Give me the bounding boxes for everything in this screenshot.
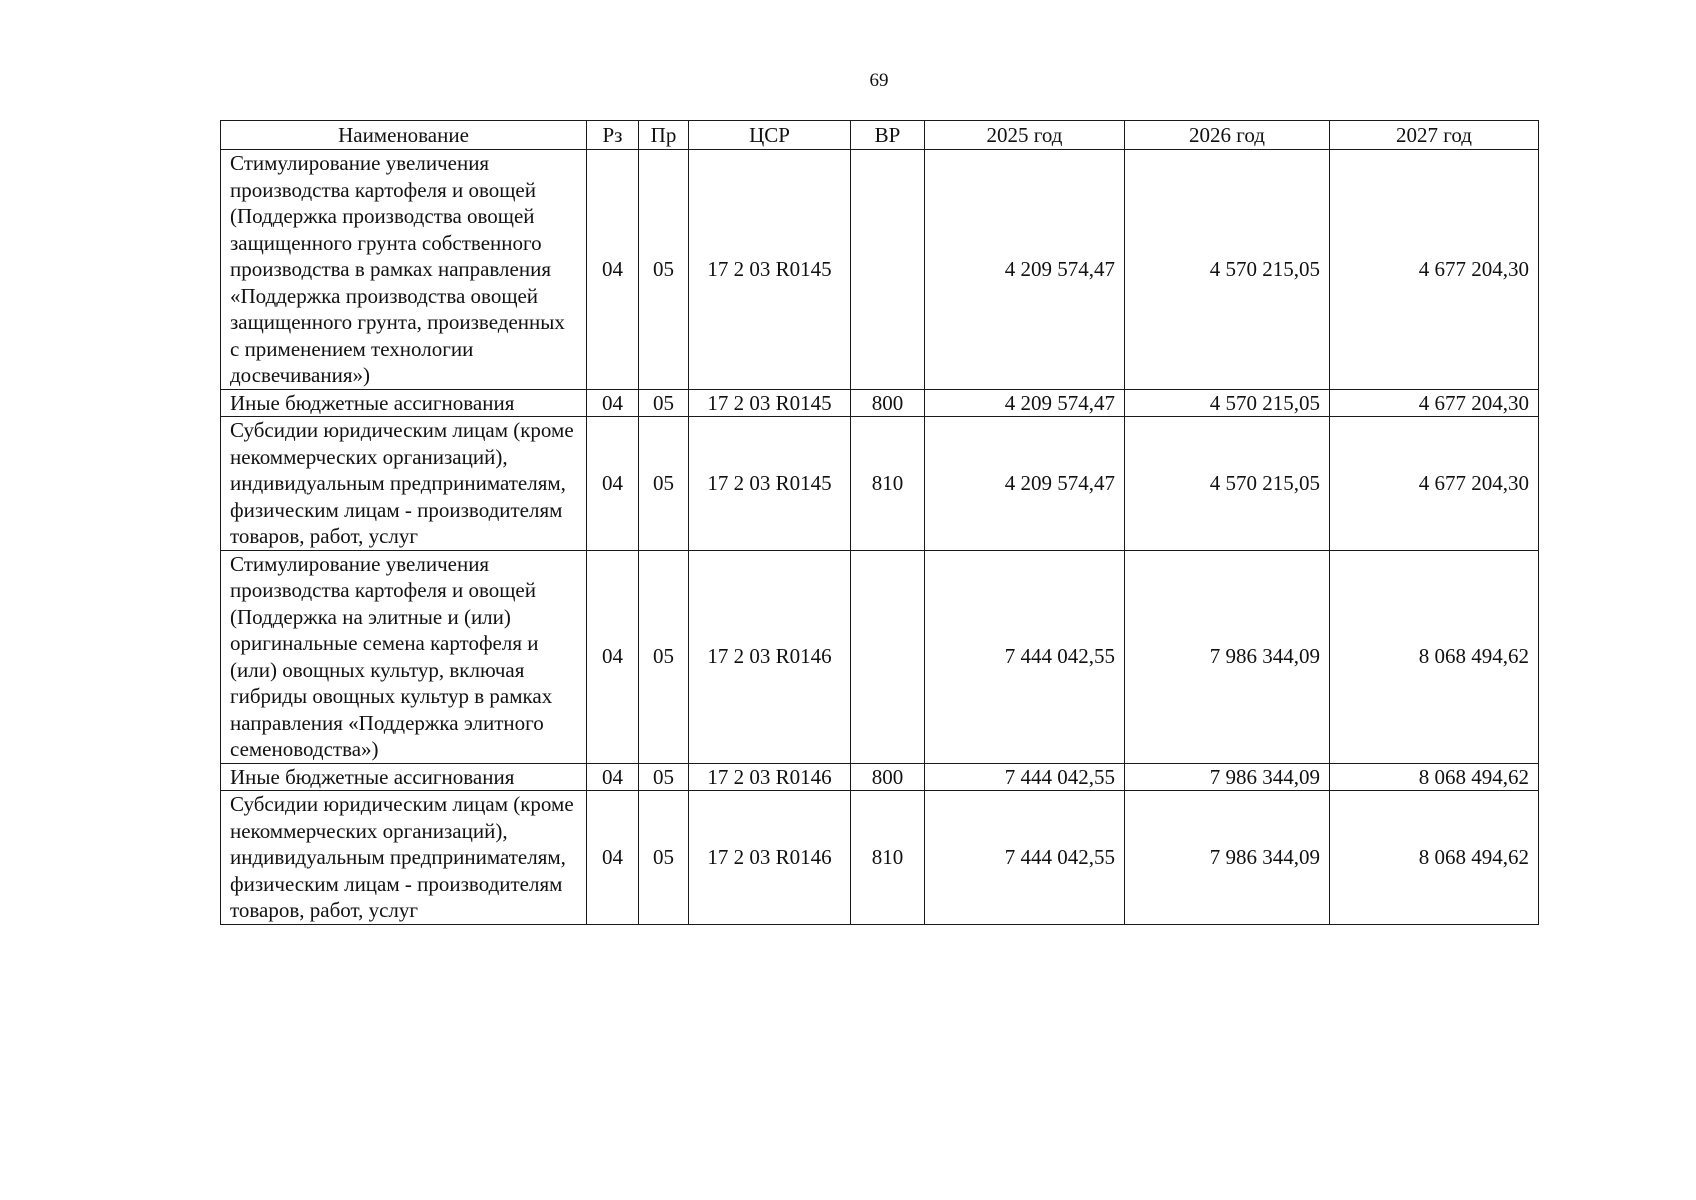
- header-2026: 2026 год: [1125, 121, 1330, 150]
- row-pr-cell: 05: [639, 763, 689, 791]
- header-csr: ЦСР: [689, 121, 851, 150]
- row-2025-cell: 4 209 574,47: [925, 389, 1125, 417]
- row-vr-cell: [851, 150, 925, 390]
- header-2027: 2027 год: [1330, 121, 1539, 150]
- row-name-cell: Иные бюджетные ассигнования: [221, 763, 587, 791]
- row-rz-cell: 04: [587, 763, 639, 791]
- row-2027-cell: 8 068 494,62: [1330, 550, 1539, 763]
- row-2027-cell: 8 068 494,62: [1330, 763, 1539, 791]
- row-2027-cell: 4 677 204,30: [1330, 150, 1539, 390]
- row-rz-cell: 04: [587, 550, 639, 763]
- table-row: [221, 763, 1539, 791]
- row-name-cell: Субсидии юридическим лицам (кроме некоммерческих организаций), индивидуальным предпринимателям, физическим лицам - производителям товаров, работ, услуг: [221, 791, 587, 925]
- row-2026-cell: 4 570 215,05: [1125, 389, 1330, 417]
- row-2026-cell: 4 570 215,05: [1125, 150, 1330, 390]
- row-csr-cell: 17 2 03 R0146: [689, 791, 851, 925]
- page-number: 69: [869, 70, 889, 91]
- row-pr-cell: 05: [639, 550, 689, 763]
- row-csr-cell: 17 2 03 R0145: [689, 417, 851, 551]
- row-csr-cell: 17 2 03 R0146: [689, 763, 851, 791]
- header-pr: Пр: [639, 121, 689, 150]
- row-2025-cell: 4 209 574,47: [925, 417, 1125, 551]
- row-2026-cell: 7 986 344,09: [1125, 763, 1330, 791]
- row-rz-cell: 04: [587, 417, 639, 551]
- row-csr-cell: 17 2 03 R0146: [689, 550, 851, 763]
- row-rz-cell: 04: [587, 389, 639, 417]
- row-name-cell: Стимулирование увеличения производства картофеля и овощей (Поддержка производства овощей защищенного грунта собственного производства в рамках направления «Поддержка производства овощей защищенного грунта, произведенных с применением технологии досвечивания»): [221, 150, 587, 390]
- row-csr-cell: 17 2 03 R0145: [689, 150, 851, 390]
- row-2025-cell: 7 444 042,55: [925, 550, 1125, 763]
- row-pr-cell: 05: [639, 417, 689, 551]
- table-row: [221, 417, 1539, 551]
- table-row: [221, 389, 1539, 417]
- header-2025: 2025 год: [925, 121, 1125, 150]
- row-2027-cell: 4 677 204,30: [1330, 417, 1539, 551]
- row-vr-cell: 810: [851, 791, 925, 925]
- row-rz-cell: 04: [587, 791, 639, 925]
- budget-table: [220, 120, 1539, 925]
- row-2027-cell: 8 068 494,62: [1330, 791, 1539, 925]
- row-pr-cell: 05: [639, 150, 689, 390]
- row-pr-cell: 05: [639, 791, 689, 925]
- row-name-cell: Иные бюджетные ассигнования: [221, 389, 587, 417]
- row-2025-cell: 7 444 042,55: [925, 763, 1125, 791]
- row-pr-cell: 05: [639, 389, 689, 417]
- header-name: Наименование: [221, 121, 587, 150]
- table-row: [221, 791, 1539, 925]
- row-2026-cell: 7 986 344,09: [1125, 791, 1330, 925]
- row-vr-cell: 800: [851, 389, 925, 417]
- row-name-cell: Субсидии юридическим лицам (кроме некоммерческих организаций), индивидуальным предпринимателям, физическим лицам - производителям товаров, работ, услуг: [221, 417, 587, 551]
- row-2025-cell: 4 209 574,47: [925, 150, 1125, 390]
- row-2026-cell: 4 570 215,05: [1125, 417, 1330, 551]
- table-row: [221, 550, 1539, 763]
- row-vr-cell: 800: [851, 763, 925, 791]
- row-csr-cell: 17 2 03 R0145: [689, 389, 851, 417]
- row-2025-cell: 7 444 042,55: [925, 791, 1125, 925]
- header-rz: Рз: [587, 121, 639, 150]
- row-vr-cell: 810: [851, 417, 925, 551]
- row-2027-cell: 4 677 204,30: [1330, 389, 1539, 417]
- table-header-row: [221, 121, 1539, 150]
- row-rz-cell: 04: [587, 150, 639, 390]
- header-vr: ВР: [851, 121, 925, 150]
- table-row: [221, 150, 1539, 390]
- row-vr-cell: [851, 550, 925, 763]
- row-name-cell: Стимулирование увеличения производства картофеля и овощей (Поддержка на элитные и (или) оригинальные семена картофеля и (или) овощных культур, включая гибриды овощных культур в рамках направления «Поддержка элитного семеноводства»): [221, 550, 587, 763]
- row-2026-cell: 7 986 344,09: [1125, 550, 1330, 763]
